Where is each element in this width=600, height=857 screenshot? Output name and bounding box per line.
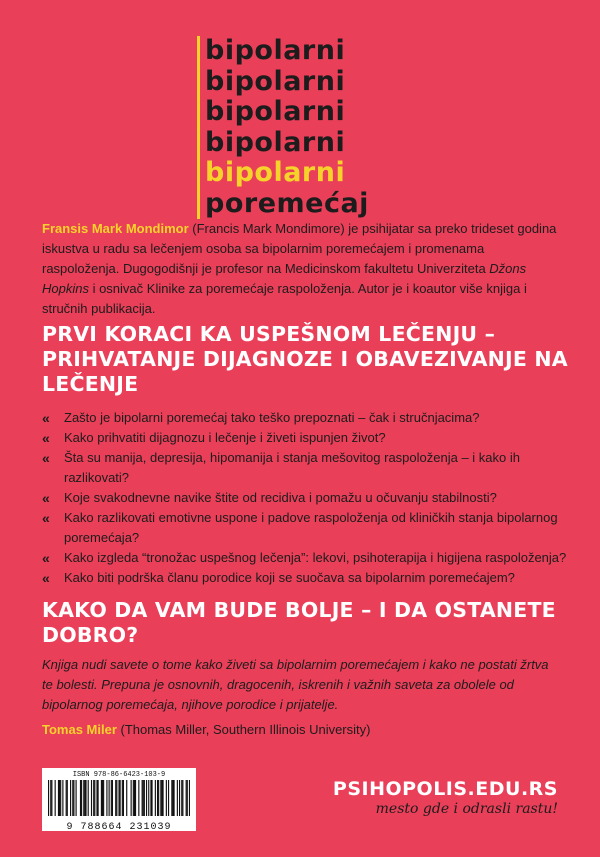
double-chevron-left-icon: «	[42, 550, 50, 566]
author-institution: Džons Hopkins	[42, 261, 527, 296]
list-item	[42, 508, 572, 548]
title-line: bipolarni	[205, 126, 346, 158]
section-heading: KAKO DA VAM BUDE BOLJE – I DA OSTANETE DOBRO?	[42, 598, 556, 647]
double-chevron-left-icon: «	[42, 450, 50, 466]
list-item	[42, 548, 572, 568]
quote-attribution	[42, 720, 562, 740]
barcode-bars	[48, 779, 190, 817]
publisher-tagline: mesto gde i odrasli rastu!	[375, 801, 558, 817]
author-bio-text: (Francis Mark Mondimore) je psihijatar sa preko trideset godina iskustva u radu sa lečenjem osoba sa bipolarnim poremećajem i promenama raspoloženja. Dugogodišnji je profesor na Medicinskom fakultetu Univerziteta	[42, 221, 557, 276]
isbn-barcode	[42, 768, 196, 831]
author-bio	[42, 219, 562, 319]
title-line: bipolarni	[205, 96, 346, 127]
list-item	[42, 408, 572, 428]
list-item-text: Kako izgleda “tronožac uspešnog lečenja”: lekovi, psihoterapija i higijena raspoloženja?	[64, 550, 567, 565]
double-chevron-left-icon: «	[42, 570, 50, 586]
list-item	[42, 568, 572, 588]
title-line-subtitle: poremećaj	[205, 187, 369, 219]
publisher-logo	[318, 778, 558, 817]
double-chevron-left-icon: «	[42, 490, 50, 506]
author-name: Fransis Mark Mondimor	[42, 221, 189, 236]
reviewer-name: Tomas Miler	[42, 722, 117, 737]
author-bio-text: i osnivač Klinike za poremećaje raspoloženja. Autor je i koautor više knjiga i stručnih publikacija.	[42, 281, 527, 316]
list-item-text: Koje svakodnevne navike štite od recidiva i pomažu u očuvanju stabilnosti?	[64, 490, 497, 505]
barcode-digits: 9 788664 231039	[66, 822, 172, 833]
list-item-text: Šta su manija, depresija, hipomanija i stanja mešovitog raspoloženja – i kako ih razlikovati?	[64, 450, 520, 485]
double-chevron-left-icon: «	[42, 410, 50, 426]
review-quote: Knjiga nudi savete o tome kako živeti sa bipolarnim poremećajem i kako ne postati žrtva te bolesti. Prepuna je osnovnih, dragocenih, iskrenih i važnih saveta za obolele od bipolarnog poremećaja, njihove porodice i prijatelje.	[42, 657, 549, 712]
title-line: bipolarni	[205, 35, 346, 66]
list-item-text: Kako biti podrška članu porodice koji se suočava sa bipolarnim poremećajem?	[64, 570, 515, 585]
book-title	[197, 36, 369, 219]
question-list	[42, 408, 572, 588]
title-line-highlighted: bipolarni	[205, 157, 346, 188]
isbn-label: ISBN 978-86-6423-103-9	[72, 771, 166, 779]
list-item	[42, 428, 572, 448]
double-chevron-left-icon: «	[42, 510, 50, 526]
list-item-text: Kako prihvatiti dijagnozu i lečenje i živeti ispunjen život?	[64, 430, 386, 445]
section-heading: PRVI KORACI KA USPEŠNOM LEČENJU – PRIHVATANJE DIJAGNOZE I OBAVEZIVANJE NA LEČENJE	[42, 322, 568, 396]
list-item-text: Zašto je bipolarni poremećaj tako teško prepoznati – čak i stručnjacima?	[64, 410, 480, 425]
reviewer-detail: (Thomas Miller, Southern Illinois University)	[116, 722, 371, 737]
list-item-text: Kako razlikovati emotivne uspone i padove raspoloženja od kliničkih stanja bipolarnog poremećaja?	[64, 510, 558, 545]
title-line: bipolarni	[205, 65, 346, 97]
publisher-name: PSIHOPOLIS.EDU.RS	[332, 778, 558, 800]
list-item	[42, 448, 572, 488]
list-item	[42, 488, 572, 508]
double-chevron-left-icon: «	[42, 430, 50, 446]
